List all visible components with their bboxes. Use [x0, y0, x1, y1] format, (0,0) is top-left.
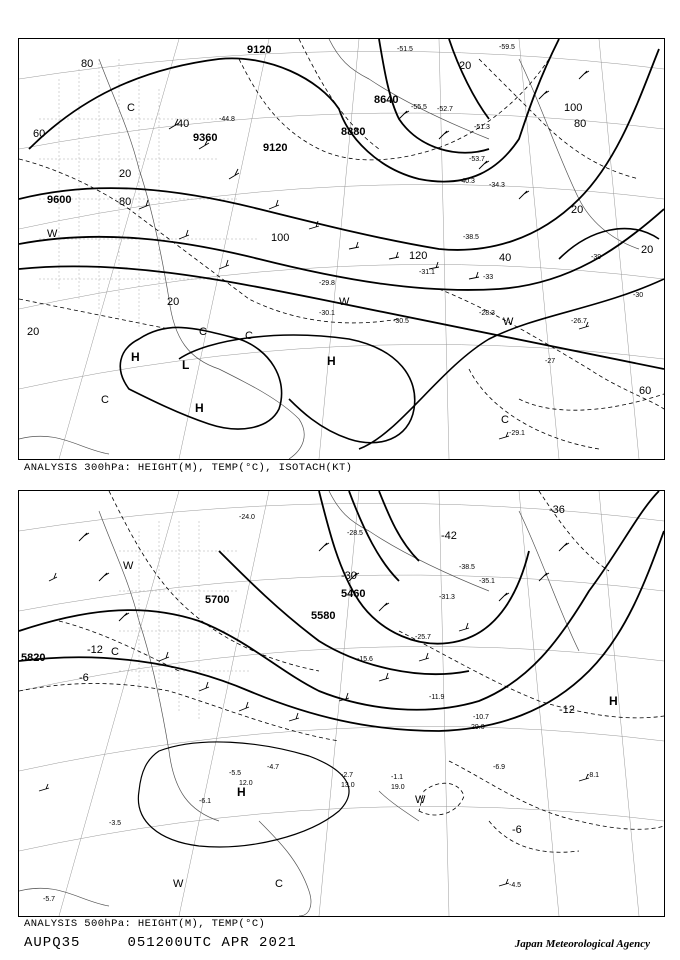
- wind-barbs: [39, 533, 589, 886]
- high-center: H: [327, 354, 336, 368]
- station-value: -5.7: [43, 896, 56, 903]
- valid-time: 051200UTC APR 2021: [127, 935, 297, 951]
- isotach-label: 40: [177, 118, 190, 130]
- isotach-label: 20: [119, 168, 132, 180]
- station-value: -6.9: [493, 764, 506, 771]
- high-center: H: [195, 401, 204, 415]
- temp-contour-labels: [79, 504, 575, 836]
- height-label: 9120: [263, 142, 288, 154]
- isotach-label: 60: [639, 385, 652, 397]
- chart-300hpa: [18, 38, 665, 460]
- agency-name: Japan Meteorological Agency: [514, 938, 650, 950]
- warm-center: W: [173, 878, 184, 890]
- station-value: -38.5: [459, 564, 475, 571]
- height-label: 5580: [311, 610, 336, 622]
- station-value: -4.5: [509, 882, 522, 889]
- high-center: H: [237, 785, 246, 799]
- height-label: 5460: [341, 588, 366, 600]
- isotach-labels: [27, 58, 653, 397]
- height-label: 8880: [341, 126, 366, 138]
- station-value: -11.9: [429, 694, 445, 701]
- temp-label: -28.3: [479, 310, 495, 317]
- grid-hatch: [119, 521, 249, 721]
- cold-center: C: [111, 646, 119, 658]
- warm-center: W: [415, 794, 426, 806]
- temp-label: -30: [633, 292, 644, 299]
- temp-label: -30.1: [319, 310, 335, 317]
- low-center: L: [182, 358, 190, 372]
- isotach-label: 20: [571, 204, 584, 216]
- chart-500hpa: [18, 490, 665, 917]
- temp-contour-label: -30: [341, 570, 357, 582]
- temp-label: -26.7: [571, 318, 587, 325]
- caption-300hpa: ANALYSIS 300hPa: HEIGHT(M), TEMP(°C), ISOTACH(KT): [24, 462, 353, 474]
- warm-center: W: [339, 296, 350, 308]
- isotach-label: 20: [641, 244, 654, 256]
- temperature-contours: [19, 491, 664, 852]
- temp-contour-label: -6: [512, 824, 522, 836]
- product-header: [24, 935, 297, 951]
- caption-500hpa: ANALYSIS 500hPa: HEIGHT(M), TEMP(°C): [24, 918, 266, 930]
- station-value: -3.5: [109, 820, 122, 827]
- isotach-label: 60: [33, 128, 46, 140]
- station-value: -24.0: [239, 514, 255, 521]
- cold-center: C: [199, 326, 207, 338]
- temp-label: -34.3: [489, 182, 505, 189]
- warm-center: W: [503, 316, 514, 328]
- isotach-label: 20: [167, 296, 180, 308]
- station-value: -25.7: [415, 634, 431, 641]
- isotach-label: 120: [409, 250, 428, 262]
- map-500hpa: [19, 491, 664, 916]
- station-value: 19.0: [391, 784, 405, 791]
- station-value: -5.5: [229, 770, 242, 777]
- cold-center: C: [101, 394, 109, 406]
- station-value: -8.1: [587, 772, 600, 779]
- temp-label: -29.8: [319, 280, 335, 287]
- temp-label: -51.5: [397, 46, 413, 53]
- height-contours: [19, 39, 664, 369]
- isotach-label: 100: [271, 232, 290, 244]
- isotach-label: 40: [499, 252, 512, 264]
- temp-contour-label: -12: [87, 644, 103, 656]
- height-label: 5820: [21, 652, 46, 664]
- cold-center: C: [127, 102, 135, 114]
- isotach-label: 80: [81, 58, 94, 70]
- height-label: 9360: [193, 132, 218, 144]
- station-values: [43, 514, 599, 903]
- station-value: -35.1: [479, 578, 495, 585]
- isotach-label: 20: [459, 60, 472, 72]
- temp-label: -44.8: [219, 116, 235, 123]
- cold-center: C: [275, 878, 283, 890]
- product-id: AUPQ35: [24, 935, 81, 951]
- station-value: -15.6: [357, 656, 373, 663]
- isotach-label: 100: [564, 102, 583, 114]
- isotach-label: 80: [574, 118, 587, 130]
- isotach-label: 80: [119, 196, 132, 208]
- warm-center: W: [123, 560, 134, 572]
- coastlines: [19, 39, 639, 459]
- map-300hpa: [19, 39, 664, 459]
- station-value: -10.7: [473, 714, 489, 721]
- cold-center: C: [245, 330, 253, 342]
- cold-warm-labels: [111, 560, 426, 890]
- temp-contour-label: -36: [549, 504, 565, 516]
- temp-label: -38.5: [463, 234, 479, 241]
- temp-contour-label: -6: [79, 672, 89, 684]
- isotach-hatch: [39, 59, 259, 329]
- station-value: -1.1: [391, 774, 404, 781]
- temp-label: -55.5: [411, 104, 427, 111]
- high-contours: [120, 229, 664, 449]
- temp-label: -52.7: [437, 106, 453, 113]
- temp-contour-label: -12: [559, 704, 575, 716]
- station-value: 12.0: [239, 780, 253, 787]
- station-value: -6.1: [199, 798, 212, 805]
- height-label: 5700: [205, 594, 230, 606]
- high-center: H: [609, 694, 618, 708]
- high-center: H: [131, 350, 140, 364]
- temp-label: -40.3: [459, 178, 475, 185]
- temp-label: -27: [545, 358, 556, 365]
- warm-center: W: [47, 228, 58, 240]
- temp-label: -53.7: [469, 156, 485, 163]
- temp-label: -31.1: [419, 269, 435, 276]
- height-label: 9600: [47, 194, 72, 206]
- height-labels: [21, 588, 365, 664]
- temp-label: -29.1: [509, 430, 525, 437]
- temp-label: -59.5: [499, 44, 515, 51]
- station-value: -4.7: [267, 764, 280, 771]
- station-value: 29.0: [471, 724, 485, 731]
- station-value: -31.3: [439, 594, 455, 601]
- cold-center: C: [501, 414, 509, 426]
- height-contours: [19, 491, 664, 731]
- temp-label: -33: [483, 274, 494, 281]
- station-value: 13.0: [341, 782, 355, 789]
- temp-label: -30.5: [393, 318, 409, 325]
- temp-contour-label: -42: [441, 530, 457, 542]
- temp-label: -51.3: [474, 124, 490, 131]
- height-label: 9120: [247, 44, 272, 56]
- coastlines: [19, 491, 579, 916]
- height-label: 8640: [374, 94, 399, 106]
- isotach-label: 20: [27, 326, 40, 338]
- station-value: -28.5: [347, 530, 363, 537]
- station-value: -2.7: [341, 772, 354, 779]
- temp-label: -39: [591, 254, 602, 261]
